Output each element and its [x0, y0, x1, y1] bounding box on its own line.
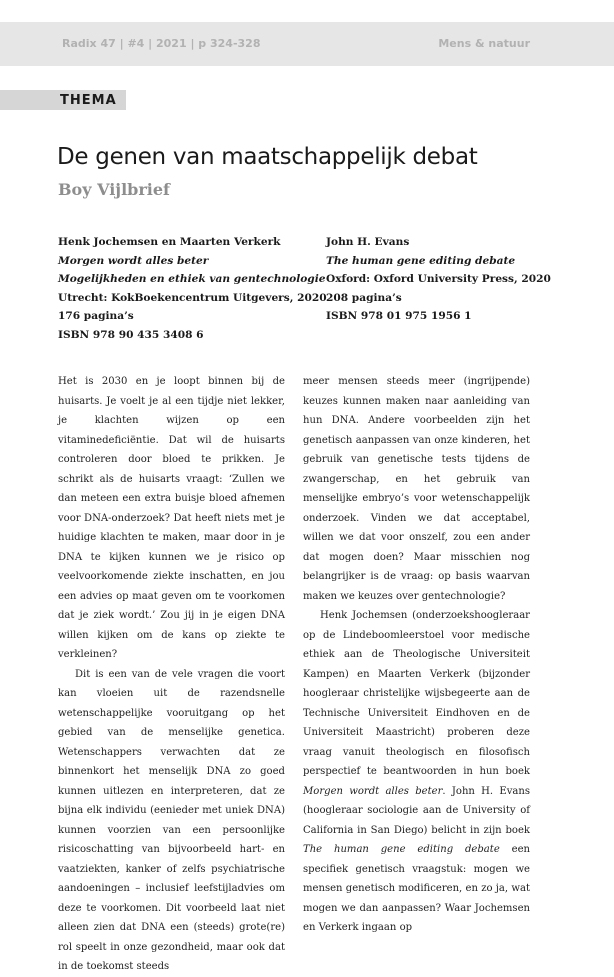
book-authors: Henk Jochemsen en Maarten Verkerk: [58, 236, 281, 248]
book-pages: 176 pagina’s: [58, 310, 134, 322]
book-isbn: ISBN 978 01 975 1956 1: [326, 310, 472, 322]
book-publisher: Oxford: Oxford University Press, 2020: [326, 273, 551, 285]
book-title-reference: Morgen wordt alles beter: [303, 785, 443, 797]
book-title: Morgen wordt alles beter: [58, 254, 209, 267]
body-paragraph: Dit is een van de vele vragen die voort kan vloeien uit de razendsnelle wetenschappelijke vooruitgang op het gebied van de menselijke genetica. Wetenschappers verwachten dat ze binnenkort het menselijk DNA zo goed kunnen uitlezen en interpreteren, dat ze bijna elk individu (eenieder met uniek DNA) kunnen voorzien van een persoonlijke risicoschatting van bijvoorbeeld hart- en vaatziekten, kanker of zelfs psychiatrische aandoeningen – inclusief leefstijladvies om deze te voorkomen. Dit voorbeeld laat niet alleen zien dat DNA een (steeds) grote(re) rol speelt in onze gezondheid, maar ook dat in de toekomst steeds: [58, 668, 285, 972]
book-pages: 208 pagina’s: [326, 291, 402, 304]
body-paragraph: meer mensen steeds meer (ingrijpende) keuzes kunnen maken naar aanleiding van hun DNA. Andere voorbeelden zijn het genetisch aanpassen van onze kinderen, het gebruik van genetische tests tijdens de zwangerschap, en het gebruik van menselijke embryo’s voor wetenschappelijk onderzoek. Vinden we dat acceptabel, willen we dat voor onszelf, zou een ander dat mogen doen? Maar misschien nog belangrijker is de vraag: op basis waarvan maken we keuzes over gentechnologie?: [303, 376, 530, 602]
article-title: De genen van maatschappelijk debat: [57, 144, 478, 170]
section-tag: [0, 90, 126, 110]
body-column-left: [58, 372, 285, 977]
article-author: Boy Vijlbrief: [58, 180, 170, 199]
paragraph-text: Henk Jochemsen (onderzoekshoogleraar op de Lindeboomleerstoel voor medische ethiek aan de Theologische Universiteit Kampen) en Maarten Verkerk (bijzonder hoogleraar christelijke wijsbegeerte aan de Technische Universiteit Eindhoven en de Universiteit Maastricht) proberen deze vraag vanuit theologisch en filosofisch perspectief te beantwoorden in hun boek: [303, 610, 530, 777]
book-info-1: [58, 233, 327, 344]
paragraph-text: . John H. Evans (hoogleraar sociologie aan de University of California in San Diego) belicht in zijn boek: [303, 785, 531, 836]
section-tag-label: THEMA: [60, 93, 117, 108]
book-publisher: Utrecht: KokBoekencentrum Uitgevers, 2020: [58, 291, 327, 304]
book-authors: John H. Evans: [326, 236, 410, 248]
book-isbn: ISBN 978 90 435 3408 6: [58, 328, 204, 341]
body-column-right: [303, 372, 530, 938]
paragraph-text: een specifiek genetisch vraagstuk: mogen we mensen genetisch modificeren, en zo ja, wat mogen we dan aanpassen? Waar Jochemsen en Verkerk ingaan op: [303, 844, 530, 933]
body-paragraph: [303, 606, 530, 938]
book-title: The human gene editing debate: [326, 254, 516, 267]
book-title-reference: The human gene editing debate: [303, 844, 500, 855]
book-subtitle: Mogelijkheden en ethiek van gentechnologie: [58, 273, 326, 285]
journal-reference: Radix 47 | #4 | 2021 | p 324-328: [62, 37, 261, 50]
category-label: Mens & natuur: [438, 37, 530, 50]
book-info-2: [326, 233, 551, 326]
body-paragraph: Het is 2030 en je loopt binnen bij de huisarts. Je voelt je al een tijdje niet lekker, je klachten wijzen op een vitaminedeficiëntie. Dat wil de huisarts controleren door bloed te prikken. Je schrikt als de huisarts vraagt: ‘Zullen we dan meteen een extra buisje bloed afnemen voor DNA-onderzoek? Dat heeft niets met je huidige klachten te maken, maar door in je DNA te kijken kunnen we je risico op veelvoorkomende ziekte inschatten, en jou een advies op maat geven om te voorkomen dat je ziek wordt.’ Zou jij in je eigen DNA willen kijken om de kans op ziekte te verkleinen?: [58, 376, 285, 660]
